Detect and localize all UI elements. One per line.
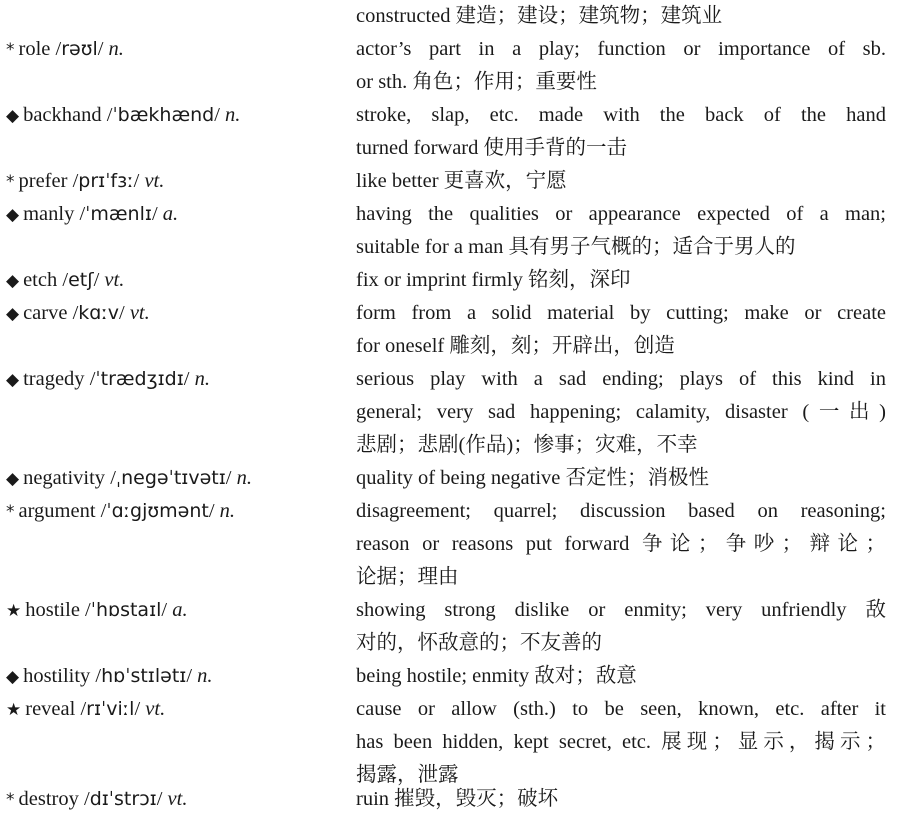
entry-headword: ◆ etch /etʃ/ vt.	[6, 264, 346, 297]
entry-headword: * argument /ˈɑːgjʊmənt/ n.	[6, 495, 346, 528]
definition-line: 揭露，泄露	[356, 764, 459, 786]
entry-headword: * prefer /prɪˈfɜː/ vt.	[6, 165, 346, 198]
definition-line: serious play with a sad ending; plays of this kind in	[356, 368, 886, 390]
definition-line: turned forward 使用手背的一击	[356, 137, 628, 159]
entry-headword: ◆ tragedy /ˈtrædʒɪdɪ/ n.	[6, 363, 346, 396]
part-of-speech: vt.	[167, 788, 188, 810]
entry-marker: ◆	[6, 106, 20, 126]
pronunciation: ˌnegəˈtɪvətɪ	[115, 467, 226, 489]
entry-marker: ◆	[6, 469, 20, 489]
pronunciation: rəʊl	[61, 38, 98, 60]
entry-headword: ◆ carve /kɑːv/ vt.	[6, 297, 346, 330]
entry-headword: ◆ hostility /hɒˈstɪlətɪ/ n.	[6, 660, 346, 693]
headword: manly	[23, 203, 75, 225]
pronunciation: ˈmænlɪ	[85, 203, 152, 225]
entry-marker: ◆	[6, 667, 20, 687]
definition-line: fix or imprint firmly 铭刻，深印	[356, 269, 631, 291]
headword: backhand	[23, 104, 102, 126]
headword: negativity	[23, 467, 106, 489]
entry-marker: *	[6, 790, 15, 810]
definition-line: being hostile; enmity 敌对；敌意	[356, 665, 637, 687]
entry-marker: *	[6, 40, 15, 60]
pronunciation: ˈhɒstaɪl	[90, 599, 162, 621]
definition-line: having the qualities or appearance expected of a man;	[356, 203, 886, 225]
pronunciation: kɑːv	[78, 302, 119, 324]
definition-line: form from a solid material by cutting; make or create	[356, 302, 886, 324]
definition-line: 论据；理由	[356, 566, 459, 588]
part-of-speech: n.	[236, 467, 252, 489]
definition-line: 悲剧；悲剧(作品)；惨事；灾难，不幸	[356, 434, 698, 456]
entry-headword: * role /rəʊl/ n.	[6, 33, 346, 66]
headword: destroy	[18, 788, 79, 810]
part-of-speech: vt.	[144, 170, 165, 192]
definition-line: actor’s part in a play; function or importance of sb.	[356, 38, 886, 60]
definition-line: for oneself 雕刻，刻；开辟出，创造	[356, 335, 675, 357]
pronunciation: etʃ	[68, 269, 94, 291]
pronunciation: dɪˈstrɔɪ	[89, 788, 157, 810]
pronunciation: ˈɑːgjʊmənt	[106, 500, 209, 522]
part-of-speech: n.	[194, 368, 210, 390]
definition-line: quality of being negative 否定性；消极性	[356, 467, 709, 489]
entry-marker: ◆	[6, 370, 20, 390]
definition-line: reason or reasons put forward 争论；争吵；辩论；	[356, 533, 886, 555]
headword: carve	[23, 302, 68, 324]
headword: prefer	[18, 170, 68, 192]
definition-line: has been hidden, kept secret, etc. 展现；显示，揭示；	[356, 731, 886, 753]
definition-line: cause or allow (sth.) to be seen, known, etc. after it	[356, 698, 886, 720]
part-of-speech: n.	[108, 38, 124, 60]
definition-line: disagreement; quarrel; discussion based on reasoning;	[356, 500, 886, 522]
entry-marker: *	[6, 502, 15, 522]
entry-marker: *	[6, 172, 15, 192]
entry-headword: ◆ negativity /ˌnegəˈtɪvətɪ/ n.	[6, 462, 346, 495]
headword: role	[18, 38, 51, 60]
entry-marker: ★	[6, 700, 22, 720]
part-of-speech: n.	[225, 104, 241, 126]
definition-line: ruin 摧毁，毁灭；破坏	[356, 788, 559, 810]
headword: etch	[23, 269, 58, 291]
definition-line: stroke, slap, etc. made with the back of the hand	[356, 104, 886, 126]
continuation-line: constructed 建造；建设；建筑物；建筑业	[356, 5, 723, 27]
headword: reveal	[25, 698, 76, 720]
part-of-speech: n.	[219, 500, 236, 522]
part-of-speech: n.	[197, 665, 213, 687]
part-of-speech: a.	[172, 599, 188, 621]
headword: argument	[18, 500, 96, 522]
pronunciation: ˈtrædʒɪdɪ	[95, 368, 184, 390]
entry-headword: ◆ backhand /ˈbækhænd/ n.	[6, 99, 346, 132]
entry-headword: * destroy /dɪˈstrɔɪ/ vt.	[6, 783, 346, 816]
definition-line: 对的，怀敌意的；不友善的	[356, 632, 602, 654]
definition-line: like better 更喜欢，宁愿	[356, 170, 567, 192]
headword: hostile	[25, 599, 80, 621]
part-of-speech: a.	[162, 203, 179, 225]
part-of-speech: vt.	[104, 269, 125, 291]
definition-line: or sth. 角色；作用；重要性	[356, 71, 597, 93]
entry-headword: ★ hostile /ˈhɒstaɪl/ a.	[6, 594, 346, 627]
part-of-speech: vt.	[145, 698, 166, 720]
headword: tragedy	[23, 368, 85, 390]
definition-line: showing strong dislike or enmity; very unfriendly 敌	[356, 599, 886, 621]
pronunciation: hɒˈstɪlətɪ	[101, 665, 187, 687]
pronunciation: rɪˈviːl	[86, 698, 135, 720]
entry-marker: ◆	[6, 271, 20, 291]
pronunciation: prɪˈfɜː	[78, 170, 134, 192]
headword: hostility	[23, 665, 91, 687]
entry-marker: ◆	[6, 304, 20, 324]
entry-headword: ◆ manly /ˈmænlɪ/ a.	[6, 198, 346, 231]
pronunciation: ˈbækhænd	[112, 104, 215, 126]
definition-line: general; very sad happening; calamity, disaster (一出)	[356, 401, 886, 423]
definition-line: suitable for a man 具有男子气概的；适合于男人的	[356, 236, 796, 258]
entry-marker: ◆	[6, 205, 20, 225]
entry-headword: ★ reveal /rɪˈviːl/ vt.	[6, 693, 346, 726]
part-of-speech: vt.	[129, 302, 150, 324]
entry-marker: ★	[6, 601, 22, 621]
